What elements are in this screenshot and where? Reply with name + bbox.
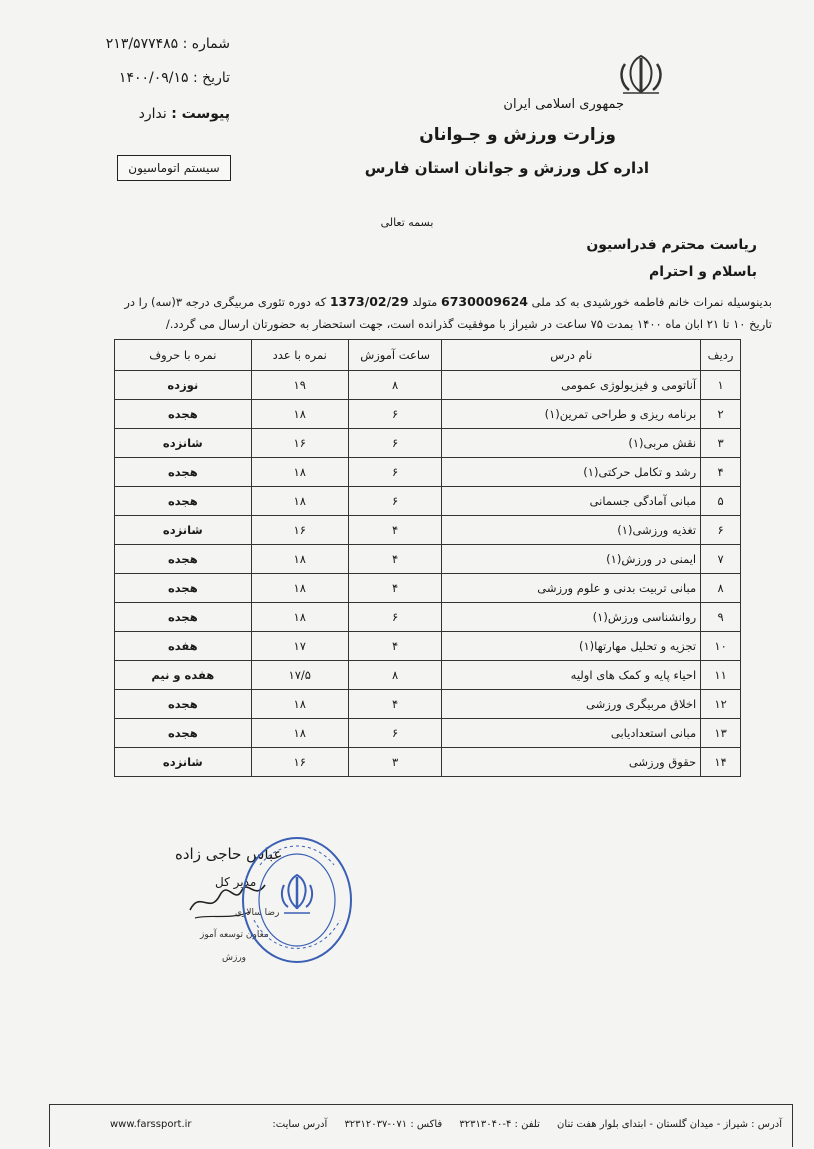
national-id: 6730009624 bbox=[441, 294, 528, 309]
score-num-cell: ۱۸ bbox=[251, 690, 348, 719]
table-row bbox=[115, 719, 741, 748]
row-number-cell: ۱۲ bbox=[701, 690, 741, 719]
letter-date bbox=[119, 70, 230, 86]
course-name-cell: ایمنی در ورزش(۱) bbox=[442, 545, 701, 574]
hours-cell: ۴ bbox=[348, 516, 442, 545]
score-words-cell: هجده bbox=[115, 400, 252, 429]
score-num-cell: ۱۶ bbox=[251, 429, 348, 458]
letter-date-value: ۱۴۰۰/۰۹/۱۵ bbox=[118, 70, 189, 86]
score-words-cell: شانزده bbox=[115, 748, 252, 777]
ministry-name: وزارت ورزش و جـوانان bbox=[419, 125, 616, 145]
score-words-cell: شانزده bbox=[115, 516, 252, 545]
hours-cell: ۸ bbox=[348, 371, 442, 400]
table-row bbox=[115, 661, 741, 690]
score-num-cell: ۱۸ bbox=[251, 574, 348, 603]
row-number-cell: ۴ bbox=[701, 458, 741, 487]
hours-cell: ۴ bbox=[348, 545, 442, 574]
score-num-cell: ۱۷ bbox=[251, 632, 348, 661]
body-line-2: تاریخ ۱۰ تا ۲۱ ابان ماه ۱۴۰۰ بمدت ۷۵ ساعت در شیراز با موفقیت گذرانده است، جهت استحضار به حضورتان ارسال می گردد./ bbox=[165, 317, 772, 331]
score-words-cell: نوزده bbox=[115, 371, 252, 400]
header-row-number: ردیف bbox=[701, 340, 741, 371]
signer-sub-2: معاون توسعه آموز bbox=[200, 930, 269, 940]
score-num-cell: ۱۶ bbox=[251, 748, 348, 777]
table-header-row bbox=[115, 340, 741, 371]
table-row bbox=[115, 574, 741, 603]
row-number-cell: ۱۳ bbox=[701, 719, 741, 748]
score-num-cell: ۱۸ bbox=[251, 603, 348, 632]
table-row bbox=[115, 545, 741, 574]
letter-number bbox=[106, 36, 230, 52]
table-row bbox=[115, 429, 741, 458]
score-num-cell: ۱۶ bbox=[251, 516, 348, 545]
table-row bbox=[115, 603, 741, 632]
body-line-1c: که دوره تئوری مربیگری درجه ۳(سه) را در bbox=[124, 295, 330, 309]
course-name-cell: اخلاق مربیگری ورزشی bbox=[442, 690, 701, 719]
hours-cell: ۶ bbox=[348, 400, 442, 429]
score-words-cell: هفده و نیم bbox=[115, 661, 252, 690]
row-number-cell: ۵ bbox=[701, 487, 741, 516]
course-name-cell: برنامه ریزی و طراحی تمرین(۱) bbox=[442, 400, 701, 429]
signer-sub-3: ورزش bbox=[222, 953, 247, 963]
letter-date-label: تاریخ : bbox=[192, 70, 230, 86]
hours-cell: ۴ bbox=[348, 690, 442, 719]
row-number-cell: ۶ bbox=[701, 516, 741, 545]
hours-cell: ۶ bbox=[348, 603, 442, 632]
footer-contact bbox=[258, 1119, 782, 1130]
table-row bbox=[115, 458, 741, 487]
body-line-1a: بدینوسیله نمرات خانم فاطمه خورشیدی به کد ملی bbox=[528, 295, 772, 309]
score-words-cell: هجده bbox=[115, 545, 252, 574]
course-name-cell: مبانی استعدادیابی bbox=[442, 719, 701, 748]
footer bbox=[49, 1104, 793, 1147]
letter-attachment bbox=[139, 106, 230, 122]
header-course: نام درس bbox=[442, 340, 701, 371]
score-num-cell: ۱۹ bbox=[251, 371, 348, 400]
course-name-cell: مبانی تربیت بدنی و علوم ورزشی bbox=[442, 574, 701, 603]
header-hours: ساعت آموزش bbox=[348, 340, 442, 371]
course-name-cell: حقوق ورزشی bbox=[442, 748, 701, 777]
hours-cell: ۶ bbox=[348, 429, 442, 458]
automation-system-box: سیستم اتوماسیون bbox=[117, 155, 231, 181]
score-num-cell: ۱۸ bbox=[251, 458, 348, 487]
table-row bbox=[115, 748, 741, 777]
table-row bbox=[115, 690, 741, 719]
table-row bbox=[115, 371, 741, 400]
department-name: اداره کل ورزش و جوانان استان فارس bbox=[364, 159, 649, 177]
score-words-cell: هجده bbox=[115, 487, 252, 516]
official-stamp bbox=[240, 835, 355, 965]
letter-attachment-value: ندارد bbox=[138, 106, 167, 122]
table-row bbox=[115, 632, 741, 661]
score-words-cell: هجده bbox=[115, 458, 252, 487]
footer-website-label: آدرس سایت: bbox=[272, 1119, 328, 1130]
row-number-cell: ۷ bbox=[701, 545, 741, 574]
letter-attachment-label: پیوست : bbox=[171, 106, 230, 122]
header-score-num: نمره با عدد bbox=[251, 340, 348, 371]
body-line-1 bbox=[124, 294, 772, 309]
signer-title: مدیر کل bbox=[215, 875, 257, 889]
course-name-cell: احیاء پایه و کمک های اولیه bbox=[442, 661, 701, 690]
hours-cell: ۴ bbox=[348, 632, 442, 661]
footer-address: آدرس : شیراز - میدان گلستان - ابتدای بلوار هفت تنان bbox=[557, 1119, 782, 1130]
score-num-cell: ۱۸ bbox=[251, 545, 348, 574]
row-number-cell: ۹ bbox=[701, 603, 741, 632]
row-number-cell: ۱۰ bbox=[701, 632, 741, 661]
row-number-cell: ۱ bbox=[701, 371, 741, 400]
row-number-cell: ۸ bbox=[701, 574, 741, 603]
letter-number-label: شماره : bbox=[182, 36, 230, 52]
score-num-cell: ۱۷/۵ bbox=[251, 661, 348, 690]
course-name-cell: تغذیه ورزشی(۱) bbox=[442, 516, 701, 545]
row-number-cell: ۲ bbox=[701, 400, 741, 429]
table-row bbox=[115, 487, 741, 516]
score-words-cell: شانزده bbox=[115, 429, 252, 458]
addressee: ریاست محترم فدراسیون bbox=[586, 237, 757, 253]
iran-emblem-icon bbox=[613, 52, 669, 96]
signer-sub-1: رضا سالاری bbox=[235, 908, 280, 918]
score-words-cell: هجده bbox=[115, 574, 252, 603]
course-name-cell: روانشناسی ورزش(۱) bbox=[442, 603, 701, 632]
hours-cell: ۴ bbox=[348, 574, 442, 603]
hours-cell: ۶ bbox=[348, 487, 442, 516]
footer-website[interactable]: www.farssport.ir bbox=[110, 1119, 192, 1130]
course-name-cell: رشد و تکامل حرکتی(۱) bbox=[442, 458, 701, 487]
course-name-cell: مبانی آمادگی جسمانی bbox=[442, 487, 701, 516]
greeting: باسلام و احترام bbox=[649, 264, 757, 280]
score-words-cell: هجده bbox=[115, 603, 252, 632]
body-line-1b: متولد bbox=[408, 295, 442, 309]
hours-cell: ۳ bbox=[348, 748, 442, 777]
course-name-cell: نقش مربی(۱) bbox=[442, 429, 701, 458]
hours-cell: ۶ bbox=[348, 719, 442, 748]
score-words-cell: هفده bbox=[115, 632, 252, 661]
score-num-cell: ۱۸ bbox=[251, 487, 348, 516]
hours-cell: ۸ bbox=[348, 661, 442, 690]
footer-fax: فاکس : ۰۷۱-۳۲۳۱۲۰۳۷ bbox=[344, 1119, 443, 1130]
course-name-cell: آناتومی و فیزیولوژی عمومی bbox=[442, 371, 701, 400]
table-row bbox=[115, 516, 741, 545]
score-num-cell: ۱۸ bbox=[251, 400, 348, 429]
row-number-cell: ۳ bbox=[701, 429, 741, 458]
country-name: جمهوری اسلامی ایران bbox=[503, 97, 624, 112]
score-num-cell: ۱۸ bbox=[251, 719, 348, 748]
table-row bbox=[115, 400, 741, 429]
salutation: بسمه تعالی bbox=[380, 216, 434, 229]
birth-date: 1373/02/29 bbox=[329, 294, 409, 309]
row-number-cell: ۱۱ bbox=[701, 661, 741, 690]
row-number-cell: ۱۴ bbox=[701, 748, 741, 777]
grades-table bbox=[114, 339, 741, 777]
footer-phone: تلفن : ۴-۳۲۳۱۳۰۴۰ bbox=[459, 1119, 540, 1130]
letter-number-value: ۲۱۳/۵۷۷۴۸۵ bbox=[105, 36, 179, 52]
course-name-cell: تجزیه و تحلیل مهارتها(۱) bbox=[442, 632, 701, 661]
header-score-words: نمره با حروف bbox=[115, 340, 252, 371]
hours-cell: ۶ bbox=[348, 458, 442, 487]
score-words-cell: هجده bbox=[115, 719, 252, 748]
score-words-cell: هجده bbox=[115, 690, 252, 719]
signer-name: عباس حاجی زاده bbox=[175, 845, 283, 863]
